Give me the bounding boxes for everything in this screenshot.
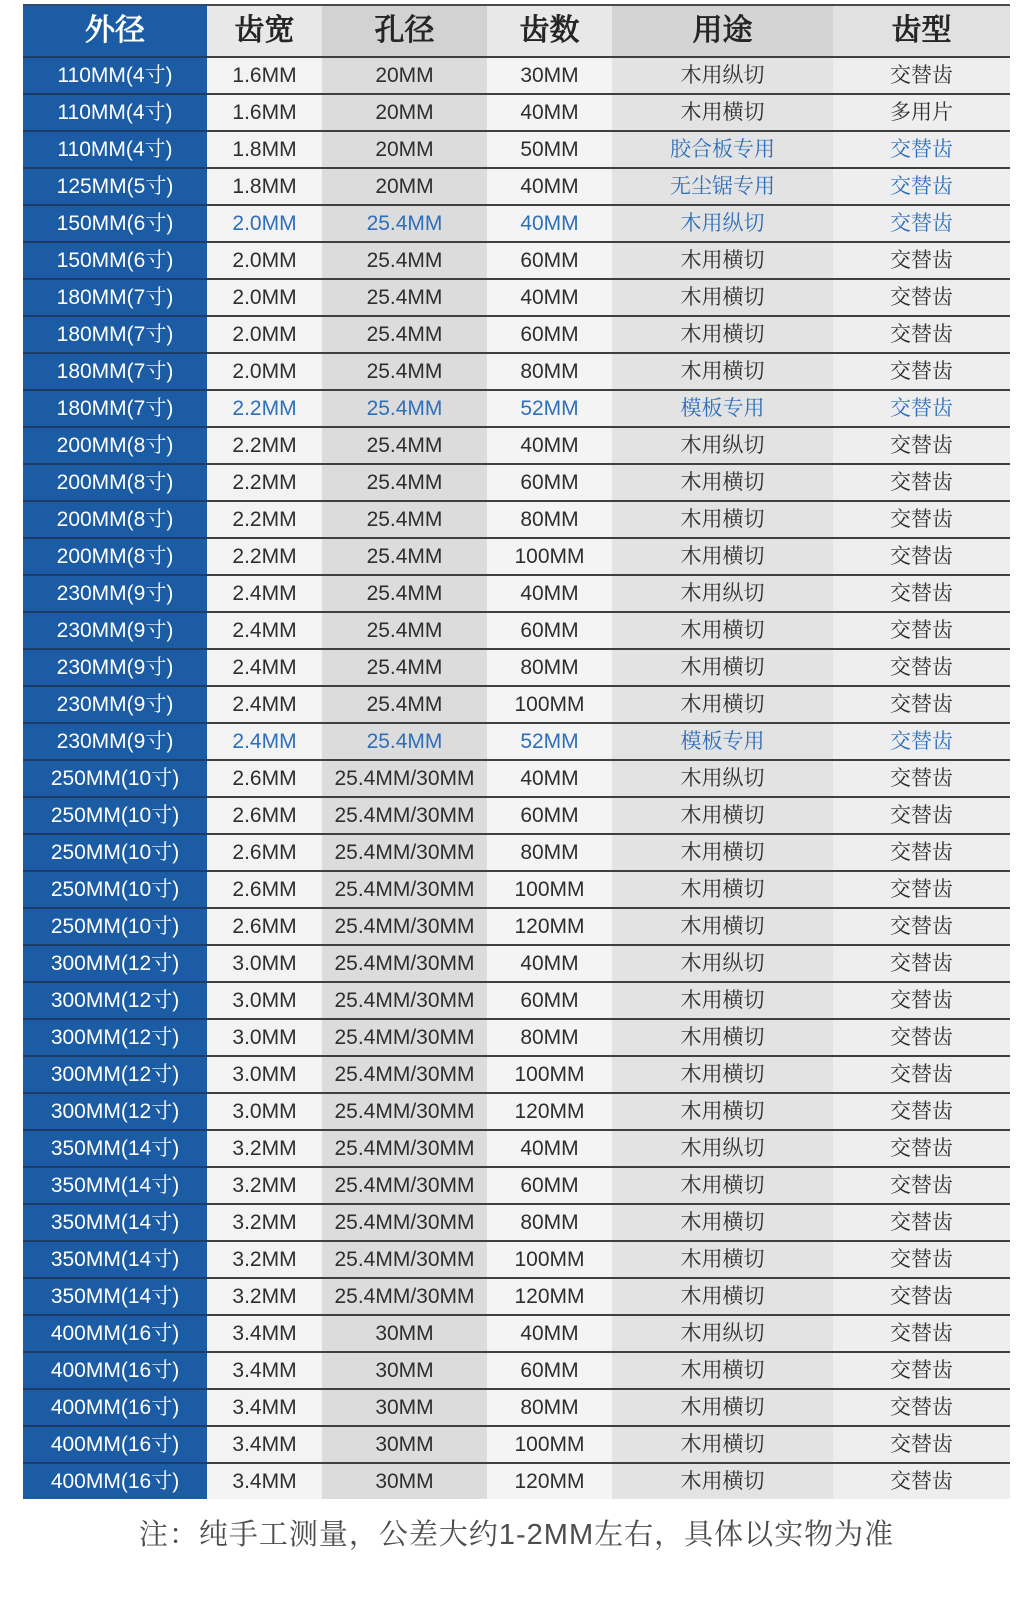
table-row [23, 389, 1010, 426]
cell-outer: 110MM(4寸) [23, 93, 207, 130]
cell-usage: 木用纵切 [612, 426, 833, 463]
cell-width: 1.6MM [207, 56, 322, 93]
cell-teeth: 30MM [487, 56, 612, 93]
cell-outer: 110MM(4寸) [23, 130, 207, 167]
cell-teeth: 100MM [487, 685, 612, 722]
cell-width: 2.0MM [207, 241, 322, 278]
cell-usage: 模板专用 [612, 722, 833, 759]
cell-teeth: 80MM [487, 833, 612, 870]
cell-bore: 25.4MM/30MM [322, 907, 487, 944]
table-row [23, 648, 1010, 685]
table-row [23, 574, 1010, 611]
table-header-row [23, 4, 1010, 56]
cell-outer: 250MM(10寸) [23, 796, 207, 833]
cell-type: 交替齿 [833, 611, 1010, 648]
cell-outer: 180MM(7寸) [23, 389, 207, 426]
cell-teeth: 60MM [487, 1351, 612, 1388]
table-row [23, 1203, 1010, 1240]
cell-width: 3.4MM [207, 1388, 322, 1425]
table-row [23, 1166, 1010, 1203]
cell-width: 3.0MM [207, 1018, 322, 1055]
cell-outer: 300MM(12寸) [23, 944, 207, 981]
cell-bore: 25.4MM [322, 204, 487, 241]
cell-type: 交替齿 [833, 130, 1010, 167]
cell-outer: 350MM(14寸) [23, 1166, 207, 1203]
table-row [23, 130, 1010, 167]
cell-teeth: 60MM [487, 463, 612, 500]
cell-outer: 400MM(16寸) [23, 1425, 207, 1462]
cell-usage: 木用横切 [612, 833, 833, 870]
cell-teeth: 40MM [487, 759, 612, 796]
cell-width: 1.8MM [207, 130, 322, 167]
table-row [23, 1129, 1010, 1166]
cell-type: 交替齿 [833, 56, 1010, 93]
cell-usage: 木用横切 [612, 1055, 833, 1092]
column-header-outer-diameter: 外径 [23, 4, 207, 56]
cell-bore: 30MM [322, 1314, 487, 1351]
table-row [23, 611, 1010, 648]
cell-usage: 木用横切 [612, 537, 833, 574]
cell-type: 交替齿 [833, 907, 1010, 944]
column-header-usage: 用途 [612, 4, 833, 56]
cell-teeth: 40MM [487, 93, 612, 130]
cell-width: 2.2MM [207, 500, 322, 537]
cell-outer: 200MM(8寸) [23, 426, 207, 463]
cell-width: 2.6MM [207, 833, 322, 870]
cell-usage: 木用纵切 [612, 1129, 833, 1166]
cell-type: 交替齿 [833, 500, 1010, 537]
cell-teeth: 60MM [487, 1166, 612, 1203]
cell-usage: 木用横切 [612, 1388, 833, 1425]
cell-type: 交替齿 [833, 796, 1010, 833]
cell-bore: 25.4MM/30MM [322, 981, 487, 1018]
cell-bore: 20MM [322, 56, 487, 93]
cell-type: 交替齿 [833, 278, 1010, 315]
cell-width: 2.6MM [207, 870, 322, 907]
cell-bore: 20MM [322, 130, 487, 167]
cell-teeth: 60MM [487, 796, 612, 833]
cell-teeth: 80MM [487, 1203, 612, 1240]
cell-bore: 25.4MM/30MM [322, 944, 487, 981]
cell-usage: 木用横切 [612, 241, 833, 278]
cell-type: 交替齿 [833, 204, 1010, 241]
cell-width: 2.4MM [207, 722, 322, 759]
cell-usage: 木用横切 [612, 93, 833, 130]
cell-type: 交替齿 [833, 426, 1010, 463]
cell-width: 3.4MM [207, 1351, 322, 1388]
cell-teeth: 100MM [487, 1055, 612, 1092]
spec-table [23, 4, 1010, 1499]
cell-width: 3.0MM [207, 981, 322, 1018]
cell-outer: 250MM(10寸) [23, 907, 207, 944]
cell-usage: 木用横切 [612, 981, 833, 1018]
table-row [23, 796, 1010, 833]
cell-width: 2.4MM [207, 574, 322, 611]
cell-bore: 25.4MM [322, 352, 487, 389]
cell-outer: 150MM(6寸) [23, 204, 207, 241]
cell-bore: 20MM [322, 93, 487, 130]
cell-width: 2.0MM [207, 278, 322, 315]
cell-outer: 180MM(7寸) [23, 352, 207, 389]
cell-type: 交替齿 [833, 870, 1010, 907]
cell-type: 交替齿 [833, 537, 1010, 574]
cell-bore: 20MM [322, 167, 487, 204]
table-row [23, 944, 1010, 981]
table-row [23, 981, 1010, 1018]
cell-usage: 木用横切 [612, 278, 833, 315]
cell-outer: 250MM(10寸) [23, 833, 207, 870]
table-row [23, 352, 1010, 389]
cell-type: 交替齿 [833, 1240, 1010, 1277]
cell-usage: 木用横切 [612, 1166, 833, 1203]
table-row [23, 870, 1010, 907]
cell-outer: 230MM(9寸) [23, 685, 207, 722]
cell-outer: 180MM(7寸) [23, 315, 207, 352]
cell-usage: 模板专用 [612, 389, 833, 426]
cell-usage: 木用纵切 [612, 204, 833, 241]
cell-outer: 300MM(12寸) [23, 1018, 207, 1055]
table-row [23, 315, 1010, 352]
table-body [23, 56, 1010, 1499]
cell-type: 交替齿 [833, 352, 1010, 389]
cell-teeth: 60MM [487, 981, 612, 1018]
cell-teeth: 60MM [487, 315, 612, 352]
cell-outer: 400MM(16寸) [23, 1314, 207, 1351]
cell-bore: 25.4MM/30MM [322, 1240, 487, 1277]
cell-bore: 30MM [322, 1388, 487, 1425]
cell-usage: 木用横切 [612, 796, 833, 833]
cell-width: 2.6MM [207, 907, 322, 944]
cell-teeth: 100MM [487, 1240, 612, 1277]
table-row [23, 278, 1010, 315]
table-row [23, 759, 1010, 796]
cell-width: 3.0MM [207, 1055, 322, 1092]
cell-type: 多用片 [833, 93, 1010, 130]
cell-type: 交替齿 [833, 315, 1010, 352]
cell-outer: 150MM(6寸) [23, 241, 207, 278]
table-row [23, 204, 1010, 241]
cell-teeth: 40MM [487, 278, 612, 315]
cell-usage: 木用横切 [612, 1462, 833, 1499]
table-row [23, 1425, 1010, 1462]
cell-teeth: 80MM [487, 500, 612, 537]
cell-teeth: 40MM [487, 204, 612, 241]
cell-outer: 110MM(4寸) [23, 56, 207, 93]
table-row [23, 1277, 1010, 1314]
cell-teeth: 40MM [487, 1314, 612, 1351]
cell-teeth: 80MM [487, 1018, 612, 1055]
cell-usage: 木用纵切 [612, 56, 833, 93]
cell-teeth: 40MM [487, 426, 612, 463]
cell-outer: 230MM(9寸) [23, 722, 207, 759]
cell-outer: 200MM(8寸) [23, 463, 207, 500]
cell-width: 2.0MM [207, 315, 322, 352]
cell-usage: 木用横切 [612, 1425, 833, 1462]
cell-teeth: 80MM [487, 648, 612, 685]
cell-width: 2.2MM [207, 389, 322, 426]
table-row [23, 93, 1010, 130]
cell-type: 交替齿 [833, 463, 1010, 500]
cell-width: 2.6MM [207, 759, 322, 796]
cell-bore: 25.4MM/30MM [322, 833, 487, 870]
cell-width: 3.2MM [207, 1166, 322, 1203]
cell-type: 交替齿 [833, 833, 1010, 870]
cell-bore: 30MM [322, 1425, 487, 1462]
cell-width: 2.4MM [207, 611, 322, 648]
cell-bore: 25.4MM [322, 611, 487, 648]
cell-teeth: 52MM [487, 389, 612, 426]
cell-outer: 300MM(12寸) [23, 981, 207, 1018]
table-row [23, 907, 1010, 944]
cell-teeth: 100MM [487, 870, 612, 907]
cell-type: 交替齿 [833, 1055, 1010, 1092]
cell-outer: 250MM(10寸) [23, 759, 207, 796]
cell-bore: 25.4MM/30MM [322, 1166, 487, 1203]
cell-usage: 木用纵切 [612, 1314, 833, 1351]
cell-bore: 25.4MM [322, 537, 487, 574]
cell-type: 交替齿 [833, 1092, 1010, 1129]
cell-type: 交替齿 [833, 1203, 1010, 1240]
table-row [23, 1092, 1010, 1129]
table-row [23, 1055, 1010, 1092]
table-row [23, 1462, 1010, 1499]
cell-width: 2.2MM [207, 463, 322, 500]
table-row [23, 722, 1010, 759]
cell-teeth: 120MM [487, 1462, 612, 1499]
cell-type: 交替齿 [833, 1277, 1010, 1314]
cell-width: 3.4MM [207, 1314, 322, 1351]
cell-usage: 胶合板专用 [612, 130, 833, 167]
column-header-bore-diameter: 孔径 [322, 4, 487, 56]
cell-outer: 300MM(12寸) [23, 1055, 207, 1092]
cell-outer: 200MM(8寸) [23, 500, 207, 537]
cell-width: 3.0MM [207, 1092, 322, 1129]
cell-type: 交替齿 [833, 241, 1010, 278]
cell-bore: 25.4MM [322, 685, 487, 722]
cell-bore: 25.4MM [322, 241, 487, 278]
cell-type: 交替齿 [833, 574, 1010, 611]
cell-outer: 125MM(5寸) [23, 167, 207, 204]
cell-type: 交替齿 [833, 1388, 1010, 1425]
cell-usage: 木用横切 [612, 1277, 833, 1314]
cell-type: 交替齿 [833, 389, 1010, 426]
cell-teeth: 100MM [487, 537, 612, 574]
cell-width: 3.4MM [207, 1425, 322, 1462]
column-header-tooth-width: 齿宽 [207, 4, 322, 56]
table-row [23, 167, 1010, 204]
cell-bore: 25.4MM/30MM [322, 1129, 487, 1166]
cell-type: 交替齿 [833, 981, 1010, 1018]
cell-usage: 木用横切 [612, 1240, 833, 1277]
cell-bore: 25.4MM [322, 315, 487, 352]
cell-teeth: 120MM [487, 1277, 612, 1314]
cell-bore: 25.4MM [322, 648, 487, 685]
cell-outer: 230MM(9寸) [23, 611, 207, 648]
cell-width: 2.4MM [207, 685, 322, 722]
cell-teeth: 60MM [487, 611, 612, 648]
cell-usage: 木用横切 [612, 907, 833, 944]
cell-type: 交替齿 [833, 1018, 1010, 1055]
cell-width: 3.0MM [207, 944, 322, 981]
cell-usage: 木用横切 [612, 500, 833, 537]
cell-outer: 400MM(16寸) [23, 1351, 207, 1388]
cell-outer: 300MM(12寸) [23, 1092, 207, 1129]
cell-outer: 180MM(7寸) [23, 278, 207, 315]
cell-usage: 木用横切 [612, 611, 833, 648]
table-row [23, 56, 1010, 93]
cell-bore: 25.4MM/30MM [322, 1092, 487, 1129]
cell-teeth: 40MM [487, 944, 612, 981]
cell-usage: 木用横切 [612, 1203, 833, 1240]
cell-type: 交替齿 [833, 944, 1010, 981]
cell-teeth: 80MM [487, 352, 612, 389]
cell-bore: 30MM [322, 1351, 487, 1388]
cell-usage: 木用横切 [612, 352, 833, 389]
cell-teeth: 52MM [487, 722, 612, 759]
cell-bore: 25.4MM/30MM [322, 1018, 487, 1055]
cell-bore: 25.4MM/30MM [322, 796, 487, 833]
cell-outer: 230MM(9寸) [23, 648, 207, 685]
cell-type: 交替齿 [833, 1425, 1010, 1462]
footer-note: 注：纯手工测量，公差大约1-2MM左右，具体以实物为准 [138, 1519, 895, 1551]
cell-width: 1.6MM [207, 93, 322, 130]
cell-bore: 25.4MM [322, 389, 487, 426]
cell-type: 交替齿 [833, 1462, 1010, 1499]
cell-type: 交替齿 [833, 1314, 1010, 1351]
cell-outer: 400MM(16寸) [23, 1388, 207, 1425]
cell-usage: 木用横切 [612, 1092, 833, 1129]
table-row [23, 500, 1010, 537]
cell-usage: 木用横切 [612, 315, 833, 352]
table-row [23, 833, 1010, 870]
cell-outer: 350MM(14寸) [23, 1203, 207, 1240]
cell-width: 1.8MM [207, 167, 322, 204]
cell-teeth: 50MM [487, 130, 612, 167]
cell-width: 3.2MM [207, 1129, 322, 1166]
cell-width: 2.2MM [207, 426, 322, 463]
table-row [23, 1018, 1010, 1055]
cell-width: 2.6MM [207, 796, 322, 833]
column-header-tooth-count: 齿数 [487, 4, 612, 56]
cell-width: 3.2MM [207, 1203, 322, 1240]
cell-teeth: 40MM [487, 167, 612, 204]
cell-outer: 250MM(10寸) [23, 870, 207, 907]
cell-teeth: 40MM [487, 1129, 612, 1166]
cell-usage: 木用横切 [612, 648, 833, 685]
cell-width: 3.4MM [207, 1462, 322, 1499]
table-row [23, 463, 1010, 500]
cell-usage: 木用横切 [612, 1351, 833, 1388]
cell-width: 2.0MM [207, 204, 322, 241]
table-row [23, 241, 1010, 278]
column-header-tooth-type: 齿型 [833, 4, 1010, 56]
cell-usage: 木用纵切 [612, 759, 833, 796]
table-row [23, 685, 1010, 722]
cell-bore: 25.4MM/30MM [322, 1277, 487, 1314]
cell-bore: 25.4MM/30MM [322, 870, 487, 907]
cell-outer: 350MM(14寸) [23, 1240, 207, 1277]
cell-type: 交替齿 [833, 722, 1010, 759]
cell-bore: 25.4MM [322, 463, 487, 500]
cell-width: 3.2MM [207, 1277, 322, 1314]
cell-type: 交替齿 [833, 1129, 1010, 1166]
cell-teeth: 120MM [487, 1092, 612, 1129]
cell-bore: 25.4MM/30MM [322, 1055, 487, 1092]
cell-teeth: 120MM [487, 907, 612, 944]
cell-width: 2.2MM [207, 537, 322, 574]
table-row [23, 1351, 1010, 1388]
cell-type: 交替齿 [833, 648, 1010, 685]
cell-outer: 230MM(9寸) [23, 574, 207, 611]
cell-type: 交替齿 [833, 1351, 1010, 1388]
cell-usage: 木用横切 [612, 870, 833, 907]
cell-bore: 25.4MM [322, 426, 487, 463]
cell-bore: 25.4MM/30MM [322, 1203, 487, 1240]
cell-bore: 25.4MM/30MM [322, 759, 487, 796]
table-row [23, 1388, 1010, 1425]
cell-usage: 木用横切 [612, 463, 833, 500]
cell-usage: 无尘锯专用 [612, 167, 833, 204]
cell-bore: 25.4MM [322, 278, 487, 315]
cell-type: 交替齿 [833, 759, 1010, 796]
cell-width: 2.0MM [207, 352, 322, 389]
cell-width: 2.4MM [207, 648, 322, 685]
cell-bore: 25.4MM [322, 500, 487, 537]
cell-width: 3.2MM [207, 1240, 322, 1277]
cell-bore: 25.4MM [322, 722, 487, 759]
cell-bore: 30MM [322, 1462, 487, 1499]
cell-usage: 木用横切 [612, 685, 833, 722]
cell-type: 交替齿 [833, 1166, 1010, 1203]
cell-usage: 木用纵切 [612, 944, 833, 981]
cell-teeth: 100MM [487, 1425, 612, 1462]
cell-outer: 200MM(8寸) [23, 537, 207, 574]
cell-usage: 木用纵切 [612, 574, 833, 611]
cell-outer: 350MM(14寸) [23, 1277, 207, 1314]
cell-usage: 木用横切 [612, 1018, 833, 1055]
cell-bore: 25.4MM [322, 574, 487, 611]
cell-teeth: 40MM [487, 574, 612, 611]
cell-teeth: 60MM [487, 241, 612, 278]
cell-type: 交替齿 [833, 167, 1010, 204]
table-row [23, 1240, 1010, 1277]
table-row [23, 1314, 1010, 1351]
cell-outer: 400MM(16寸) [23, 1462, 207, 1499]
table-row [23, 426, 1010, 463]
cell-outer: 350MM(14寸) [23, 1129, 207, 1166]
cell-teeth: 80MM [487, 1388, 612, 1425]
cell-type: 交替齿 [833, 685, 1010, 722]
table-row [23, 537, 1010, 574]
